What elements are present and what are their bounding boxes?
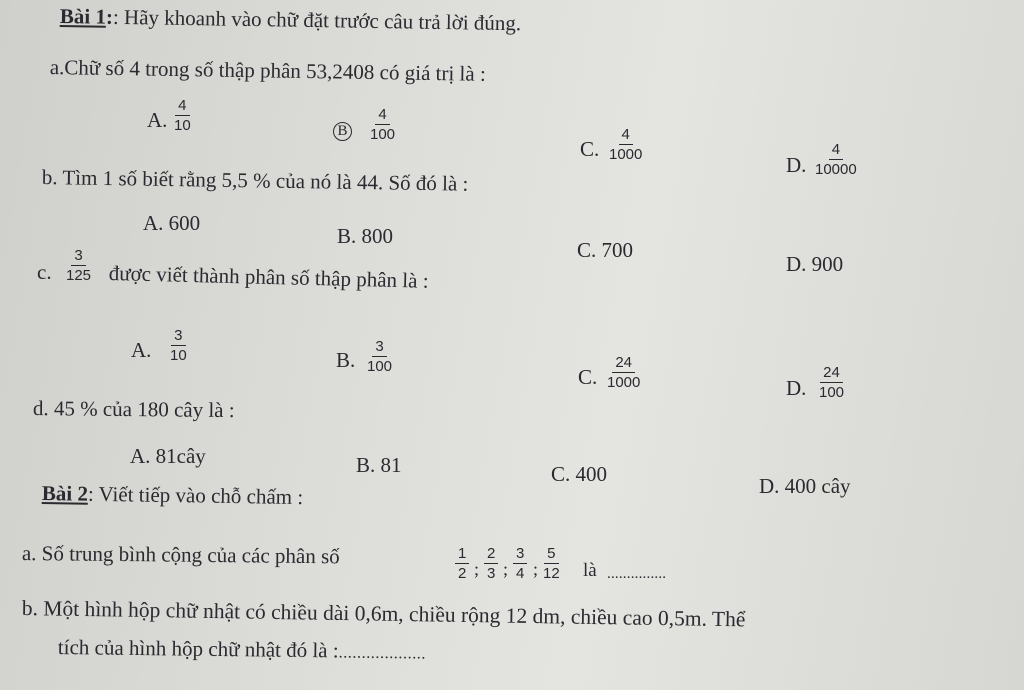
bai2-a-fraction-1: $\frac{1}{2}$ [455,546,469,582]
bai1-b-option-b: B. 800 [337,224,394,248]
bai1-d-option-c: C. 400 [551,462,608,486]
bai1-c-option-c-fraction: $\frac{24}{1000}$ [607,354,641,391]
bai2-title: Bài 2 [41,481,89,506]
bai1-d-option-b: B. 81 [356,453,402,477]
bai2-heading [42,483,304,508]
bai2-b-blank: ................... [338,644,427,663]
bai1-b-option-d: D. 900 [786,252,844,276]
bai1-b-option-a: A. 600 [143,211,201,235]
bai1-d-question: d. 45 % của 180 cây là : [32,396,235,423]
bai1-a-option-d: D. [786,153,807,177]
bai1-c-option-a: A. [131,338,152,362]
bai1-a-option-d-fraction: $\frac{4}{10000}$ [815,141,857,178]
bai1-a-question: a.Chữ số 4 trong số thập phân 53,2408 có giá trị là : [49,55,486,86]
circled-b-marker: B [333,122,352,141]
bai2-b-line2 [58,637,426,662]
bai2-instruction: : Viết tiếp vào chỗ chấm : [87,481,304,510]
bai1-c-prefix: c. [37,260,52,284]
bai2-a-fraction-2: $\frac{2}{3}$ [484,546,498,582]
bai1-a-option-a: A. [147,108,168,132]
bai1-title: Bài 1 [59,4,107,29]
bai1-c-option-c: C. [578,365,598,389]
bai1-a-option-c: C. [580,137,600,161]
bai1-c-option-a-fraction: $\frac{3}{10}$ [170,327,187,364]
bai1-a-option-b [333,118,354,141]
bai2-a-blank: ............... [607,566,667,582]
bai1-a-option-c-fraction: $\frac{4}{1000}$ [609,126,643,163]
bai1-c-option-b: B. [336,348,356,372]
bai1-b-question: b. Tìm 1 số biết rằng 5,5 % của nó là 44. Số đó là : [41,165,469,196]
bai1-b-option-c: C. 700 [577,238,634,262]
bai2-a-sep-2: ; [503,559,509,579]
bai2-a-sep-1: ; [474,559,480,579]
bai1-d-option-d: D. 400 cây [759,474,851,498]
bai1-c-fraction: $\frac{3}{125}$ [66,247,92,284]
bai1-c-option-d: D. [786,376,807,400]
bai1-d-option-a: A. 81cây [130,444,206,468]
bai1-c-option-b-fraction: $\frac{3}{100}$ [367,338,393,375]
bai1-a-option-a-fraction: $\frac{4}{10}$ [174,97,191,134]
bai2-a-fraction-3: $\frac{3}{4}$ [513,546,527,582]
bai1-instruction: : Hãy khoanh vào chữ đặt trước câu trả lời đúng. [112,4,522,36]
bai1-c-option-d-fraction: $\frac{24}{100}$ [819,364,845,401]
bai2-b-line2-text: tích của hình hộp chữ nhật đó là : [57,635,339,663]
bai2-a-question: a. Số trung bình cộng của các phân số [21,541,340,569]
bai2-a-suffix: là [583,560,597,581]
bai1-heading: Bài 1:: Hãy khoanh vào chữ đặt trước câu trả lời đúng. [59,4,522,36]
bai2-b-line1: b. Một hình hộp chữ nhật có chiều dài 0,6m, chiều rộng 12 dm, chiều cao 0,5m. Thể [21,596,746,632]
bai2-a-fraction-4: $\frac{5}{12}$ [543,545,560,582]
bai1-c-question: được viết thành phân số thập phân là : [108,261,429,293]
bai1-a-option-b-fraction: $\frac{4}{100}$ [370,106,396,143]
bai2-a-sep-3: ; [533,559,539,579]
